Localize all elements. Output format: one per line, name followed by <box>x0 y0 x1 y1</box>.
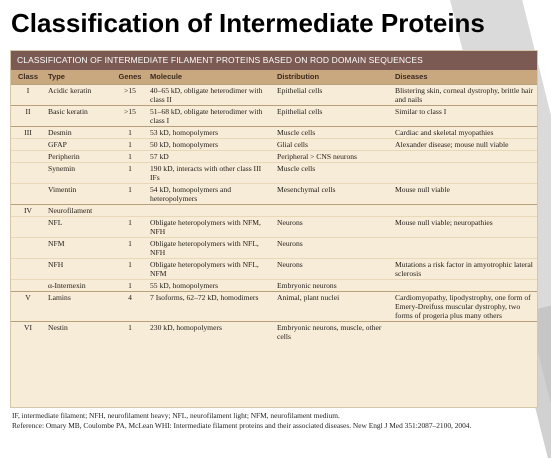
cell-type: NFL <box>45 216 113 237</box>
cell-class <box>11 150 45 162</box>
table-row <box>11 258 537 279</box>
cell-genes: 1 <box>113 237 147 258</box>
header-diseases: Diseases <box>392 70 537 84</box>
slide-title: Classification of Intermediate Proteins <box>11 8 485 38</box>
cell-molecule: Obligate heteropolymers with NFL, NFM <box>147 258 274 279</box>
cell-diseases: Blistering skin, corneal dystrophy, brittle hair and nails <box>392 84 537 105</box>
cell-diseases: Alexander disease; mouse null viable <box>392 138 537 150</box>
table-row <box>11 279 537 291</box>
cell-molecule: 40–65 kD, obligate heterodimer with class II <box>147 84 274 105</box>
cell-distribution: Mesenchymal cells <box>274 183 392 204</box>
cell-diseases <box>392 162 537 183</box>
cell-type: Synemin <box>45 162 113 183</box>
cell-molecule: 55 kD, homopolymers <box>147 279 274 291</box>
table-row <box>11 162 537 183</box>
cell-type: Basic keratin <box>45 105 113 126</box>
cell-diseases: Mouse null viable <box>392 183 537 204</box>
cell-diseases: Similar to class I <box>392 105 537 126</box>
table-row <box>11 291 537 321</box>
cell-diseases <box>392 150 537 162</box>
cell-type: Neurofilament <box>45 204 113 216</box>
cell-diseases: Cardiomyopathy, lipodystrophy, one form of Emery-Dreifuss muscular dystrophy, two forms of progeria plus many others <box>392 291 537 321</box>
cell-molecule: 50 kD, homopolymers <box>147 138 274 150</box>
cell-class: VI <box>11 321 45 342</box>
table-row <box>11 138 537 150</box>
cell-distribution: Muscle cells <box>274 126 392 138</box>
cell-type: Lamins <box>45 291 113 321</box>
cell-molecule: 7 Isoforms, 62–72 kD, homodimers <box>147 291 274 321</box>
cell-distribution: Embryonic neurons, muscle, other cells <box>274 321 392 342</box>
cell-molecule: 190 kD, interacts with other class III IFs <box>147 162 274 183</box>
cell-genes: 1 <box>113 279 147 291</box>
table-caption: CLASSIFICATION OF INTERMEDIATE FILAMENT PROTEINS BASED ON ROD DOMAIN SEQUENCES <box>11 51 537 70</box>
cell-class: III <box>11 126 45 138</box>
cell-distribution: Embryonic neurons <box>274 279 392 291</box>
cell-diseases <box>392 321 537 342</box>
cell-class: IV <box>11 204 45 216</box>
cell-molecule: Obligate heteropolymers with NFL, NFH <box>147 237 274 258</box>
table-row <box>11 321 537 342</box>
header-type: Type <box>45 70 113 84</box>
classification-table <box>10 50 538 408</box>
cell-type: Peripherin <box>45 150 113 162</box>
table-row <box>11 105 537 126</box>
cell-diseases <box>392 237 537 258</box>
cell-type: Vimentin <box>45 183 113 204</box>
cell-type: GFAP <box>45 138 113 150</box>
cell-type: Acidic keratin <box>45 84 113 105</box>
cell-genes: 1 <box>113 321 147 342</box>
cell-class <box>11 138 45 150</box>
cell-distribution: Epithelial cells <box>274 84 392 105</box>
cell-diseases: Mouse null viable; neuropathies <box>392 216 537 237</box>
cell-genes: >15 <box>113 84 147 105</box>
cell-type: α-Internexin <box>45 279 113 291</box>
table-body <box>11 70 537 342</box>
cell-class <box>11 162 45 183</box>
cell-genes: 4 <box>113 291 147 321</box>
cell-distribution <box>274 204 392 216</box>
cell-distribution: Epithelial cells <box>274 105 392 126</box>
cell-genes: >15 <box>113 105 147 126</box>
cell-molecule: 54 kD, homopolymers and heteropolymers <box>147 183 274 204</box>
reference-note: Reference: Omary MB, Coulombe PA, McLean WHI: Intermediate filament proteins and their associated diseases. New Engl J Med 351:2087–2100, 2004. <box>12 420 472 430</box>
cell-diseases: Mutations a risk factor in amyotrophic lateral sclerosis <box>392 258 537 279</box>
cell-diseases: Cardiac and skeletal myopathies <box>392 126 537 138</box>
cell-genes: 1 <box>113 183 147 204</box>
cell-class <box>11 183 45 204</box>
cell-type: NFH <box>45 258 113 279</box>
cell-molecule: 230 kD, homopolymers <box>147 321 274 342</box>
cell-genes: 1 <box>113 138 147 150</box>
header-row <box>11 70 537 84</box>
cell-molecule: 51–68 kD, obligate heterodimer with class I <box>147 105 274 126</box>
abbreviations-note: IF, intermediate filament; NFH, neurofilament heavy; NFL, neurofilament light; NFM, neurofilament medium. <box>12 411 340 420</box>
cell-genes: 1 <box>113 162 147 183</box>
cell-distribution: Glial cells <box>274 138 392 150</box>
cell-molecule: 57 kD <box>147 150 274 162</box>
cell-genes: 1 <box>113 126 147 138</box>
cell-distribution: Muscle cells <box>274 162 392 183</box>
cell-class <box>11 258 45 279</box>
header-class: Class <box>11 70 45 84</box>
header-genes: Genes <box>113 70 147 84</box>
table-row <box>11 183 537 204</box>
cell-class: I <box>11 84 45 105</box>
cell-distribution: Neurons <box>274 258 392 279</box>
cell-type: NFM <box>45 237 113 258</box>
table-row <box>11 204 537 216</box>
cell-distribution: Animal, plant nuclei <box>274 291 392 321</box>
table-row <box>11 216 537 237</box>
cell-class: II <box>11 105 45 126</box>
cell-distribution: Peripheral > CNS neurons <box>274 150 392 162</box>
footnotes <box>12 411 540 430</box>
cell-genes: 1 <box>113 258 147 279</box>
cell-molecule <box>147 204 274 216</box>
cell-type: Nestin <box>45 321 113 342</box>
cell-genes: 1 <box>113 150 147 162</box>
cell-class <box>11 216 45 237</box>
cell-type: Desmin <box>45 126 113 138</box>
table-row <box>11 126 537 138</box>
cell-class <box>11 279 45 291</box>
cell-molecule: 53 kD, homopolymers <box>147 126 274 138</box>
cell-distribution: Neurons <box>274 216 392 237</box>
table-row <box>11 237 537 258</box>
table-row <box>11 150 537 162</box>
header-molecule: Molecule <box>147 70 274 84</box>
cell-genes: 1 <box>113 216 147 237</box>
cell-diseases <box>392 204 537 216</box>
cell-genes <box>113 204 147 216</box>
cell-class <box>11 237 45 258</box>
table-row <box>11 84 537 105</box>
cell-molecule: Obligate heteropolymers with NFM, NFH <box>147 216 274 237</box>
cell-distribution: Neurons <box>274 237 392 258</box>
header-distribution: Distribution <box>274 70 392 84</box>
cell-class: V <box>11 291 45 321</box>
cell-diseases <box>392 279 537 291</box>
